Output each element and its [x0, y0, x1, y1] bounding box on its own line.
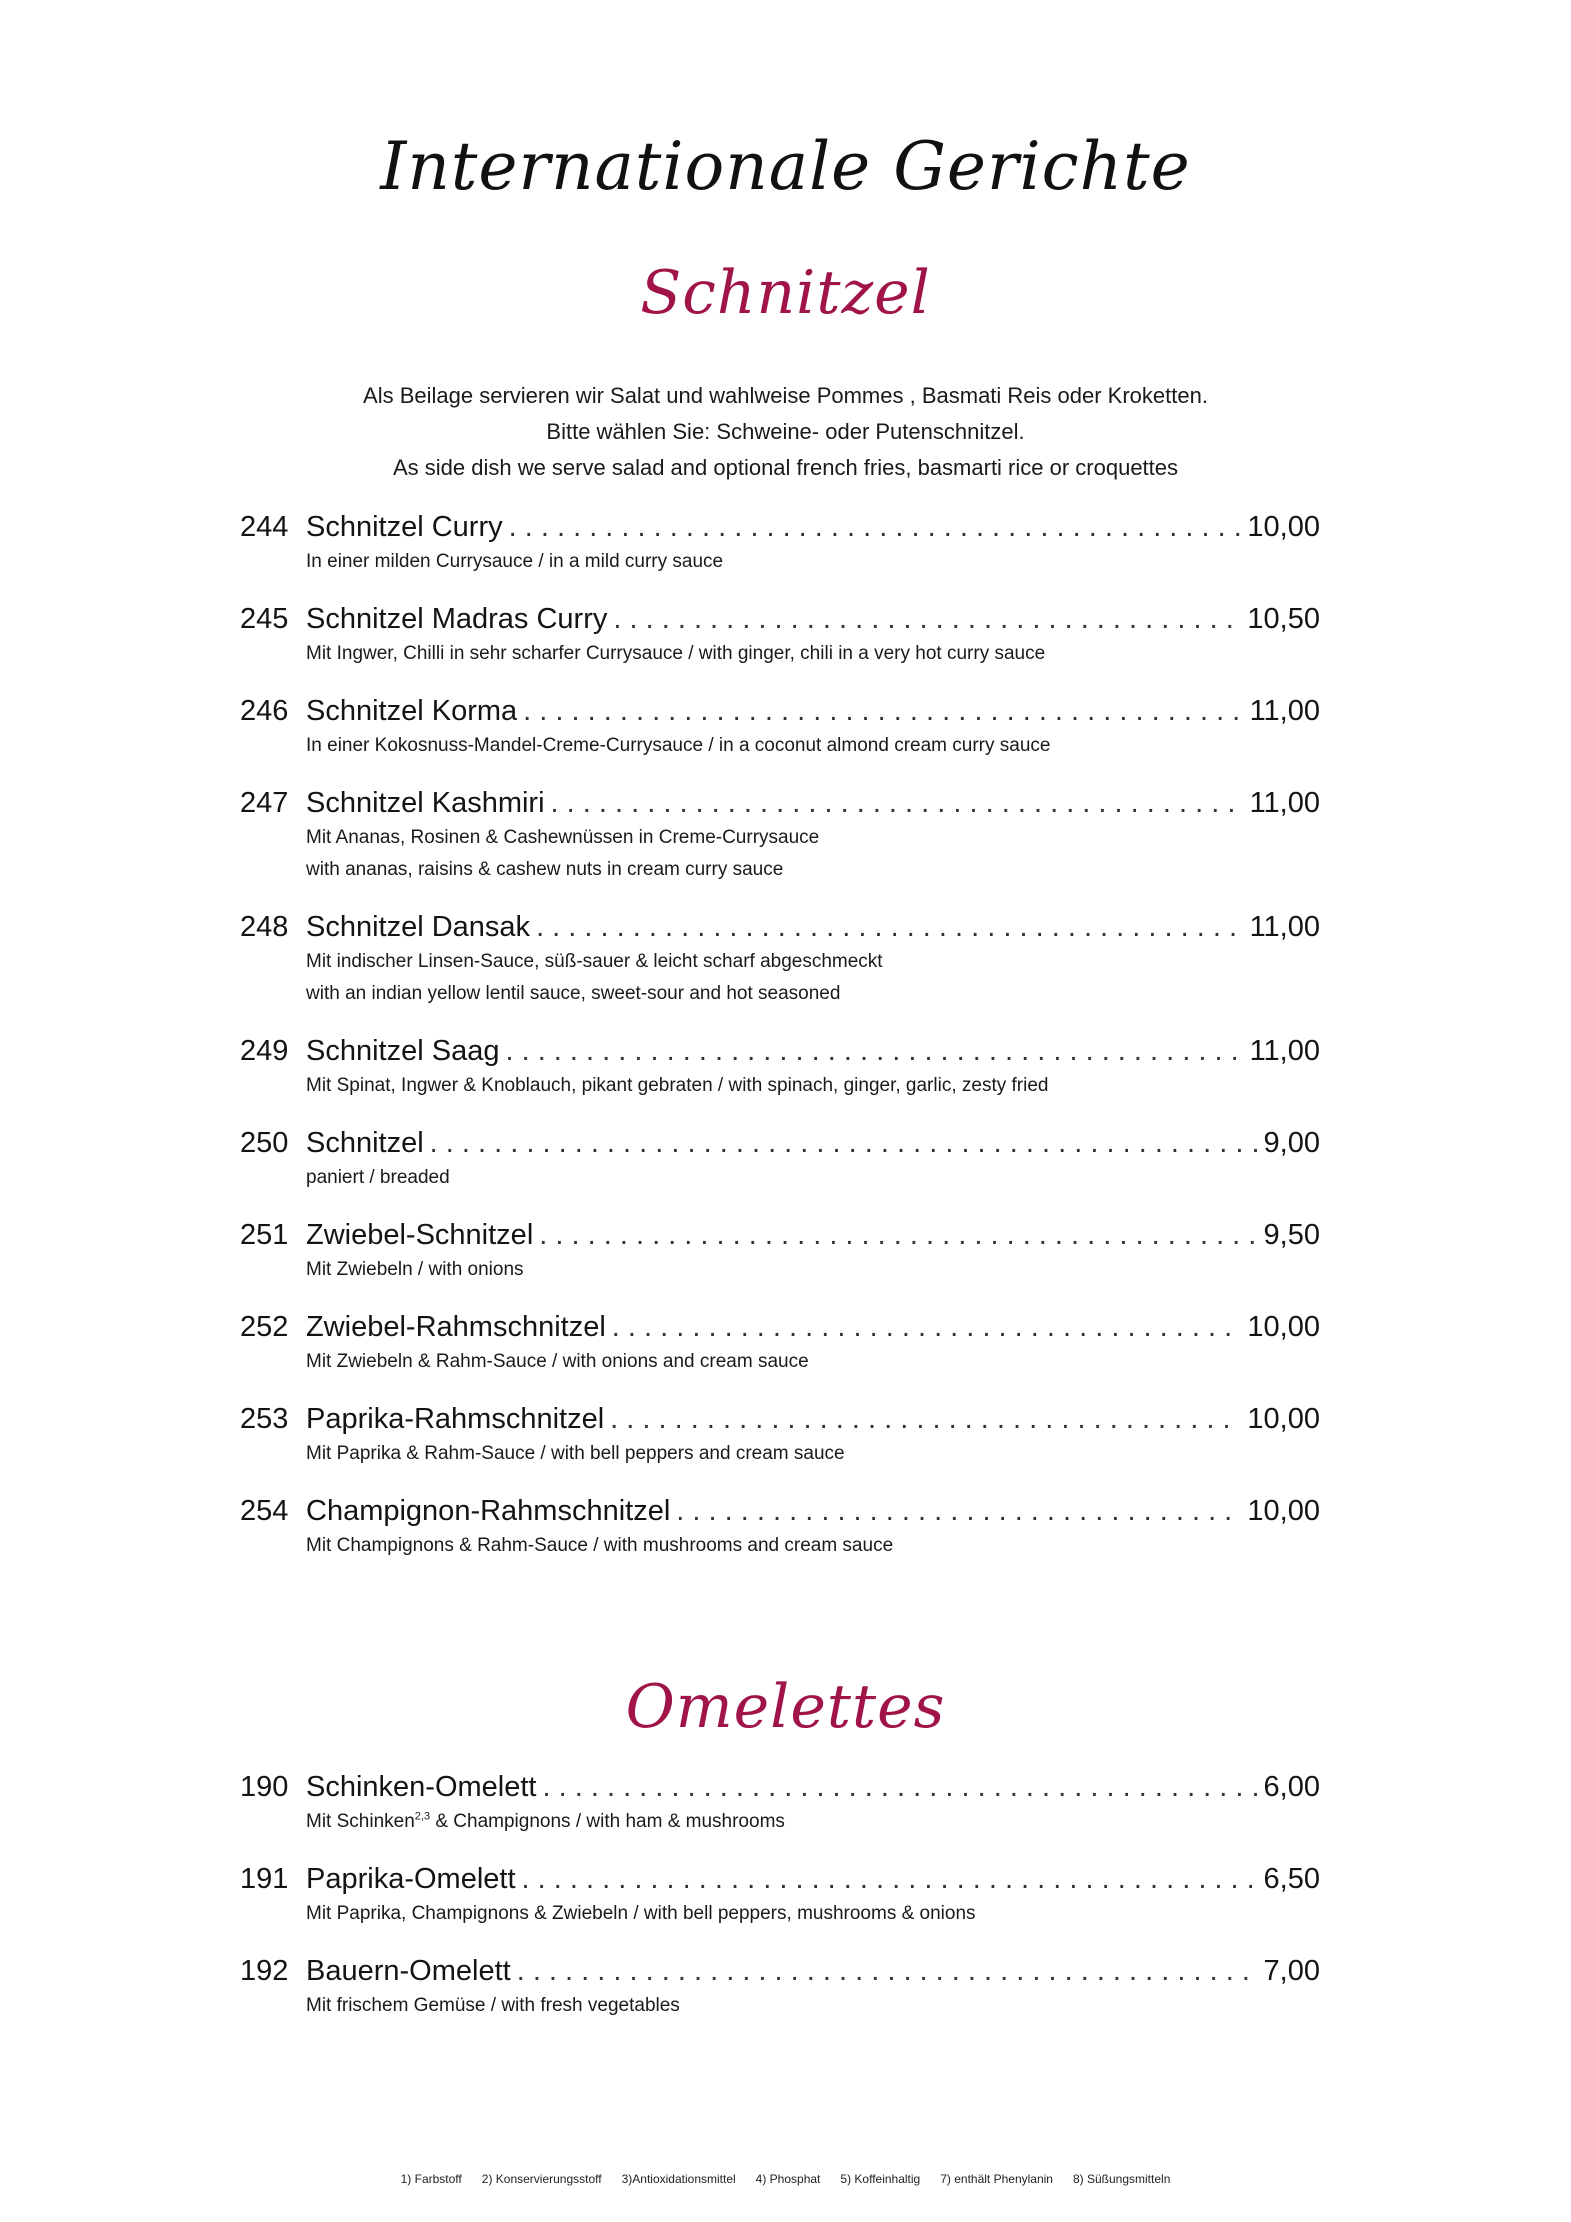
item-description: Mit Zwiebeln & Rahm-Sauce / with onions and cream sauce	[306, 1351, 809, 1372]
item-name: Zwiebel-Schnitzel	[306, 1219, 534, 1251]
dot-leader	[522, 1860, 1258, 1898]
dot-leader	[676, 1492, 1241, 1530]
item-description: with ananas, raisins & cashew nuts in cream curry sauce	[306, 859, 784, 880]
dot-leader	[539, 1216, 1257, 1254]
menu-item-line	[240, 1216, 1320, 1254]
dot-leader	[613, 600, 1241, 638]
dot-leader	[430, 1124, 1258, 1162]
item-number: 254	[240, 1495, 289, 1527]
dot-leader	[509, 508, 1242, 546]
menu-item-line	[240, 1768, 1320, 1806]
intro-line: As side dish we serve salad and optional french fries, basmarti rice or croquettes	[392, 455, 1179, 480]
menu-item-line	[240, 1492, 1320, 1530]
item-description: Mit Spinat, Ingwer & Knoblauch, pikant gebraten / with spinach, ginger, garlic, zesty fried	[306, 1075, 1049, 1096]
item-number: 252	[240, 1311, 289, 1343]
item-price: 11,00	[1249, 695, 1320, 727]
menu-item	[240, 1952, 1320, 2022]
item-number: 248	[240, 911, 289, 943]
item-description: In einer Kokosnuss-Mandel-Creme-Currysauce / in a coconut almond cream curry sauce	[306, 735, 1051, 756]
item-number: 244	[240, 511, 289, 543]
menu-item-line	[240, 1032, 1320, 1070]
item-name: Schnitzel Korma	[306, 695, 518, 727]
item-number: 190	[240, 1771, 289, 1803]
dot-leader	[543, 1768, 1258, 1806]
footnote-item: 8) Süßungsmitteln	[1072, 2172, 1171, 2186]
item-number: 192	[240, 1955, 289, 1987]
item-description: Mit indischer Linsen-Sauce, süß-sauer & leicht scharf abgeschmeckt	[306, 951, 883, 972]
menu-item	[240, 1400, 1320, 1470]
menu-item-line	[240, 508, 1320, 546]
menu-item-line	[240, 1952, 1320, 1990]
item-description: paniert / breaded	[306, 1167, 450, 1188]
menu-item	[240, 508, 1320, 578]
menu-item	[240, 1032, 1320, 1102]
item-price: 11,00	[1249, 1035, 1320, 1067]
item-description-text: & Champignons / with ham & mushrooms	[430, 1811, 785, 1832]
item-number: 191	[240, 1863, 289, 1895]
item-number: 250	[240, 1127, 289, 1159]
item-number: 251	[240, 1219, 289, 1251]
menu-item	[240, 1308, 1320, 1378]
item-description: Mit frischem Gemüse / with fresh vegetables	[306, 1995, 680, 2016]
item-name: Schnitzel Curry	[306, 511, 503, 543]
footnote-item: 1) Farbstoff	[400, 2172, 462, 2186]
footnote-item: 7) enthält Phenylanin	[940, 2172, 1053, 2186]
menu-item-line	[240, 692, 1320, 730]
menu-item-line	[240, 600, 1320, 638]
item-number: 245	[240, 603, 289, 635]
menu-item	[240, 1860, 1320, 1930]
dot-leader	[612, 1308, 1242, 1346]
dot-leader	[610, 1400, 1241, 1438]
menu-item	[240, 784, 1320, 886]
menu-item	[240, 1216, 1320, 1286]
item-price: 6,00	[1263, 1771, 1320, 1803]
item-name: Schnitzel	[306, 1127, 424, 1159]
item-description: Mit Ingwer, Chilli in sehr scharfer Currysauce / with ginger, chili in a very hot curry sauce	[306, 643, 1046, 664]
page-title: Internationale Gerichte	[380, 128, 1191, 205]
item-price: 6,50	[1263, 1863, 1320, 1895]
item-name: Schnitzel Madras Curry	[306, 603, 608, 635]
intro-line: Bitte wählen Sie: Schweine- oder Putenschnitzel.	[546, 419, 1025, 444]
section-heading-schnitzel: Schnitzel	[640, 258, 931, 328]
item-price: 9,50	[1263, 1219, 1320, 1251]
item-description: Mit Zwiebeln / with onions	[306, 1259, 524, 1280]
menu-item	[240, 1124, 1320, 1194]
item-description: In einer milden Currysauce / in a mild curry sauce	[306, 551, 724, 572]
item-description: with an indian yellow lentil sauce, sweet-sour and hot seasoned	[306, 983, 841, 1004]
item-description-text: Mit Schinken	[306, 1811, 415, 1832]
item-price: 10,50	[1247, 603, 1320, 635]
item-price: 10,00	[1247, 511, 1320, 543]
menu-item	[240, 1492, 1320, 1562]
footnote-item: 4) Phosphat	[755, 2172, 821, 2186]
omelettes-menu-list	[240, 1768, 1320, 2044]
intro-line: Als Beilage servieren wir Salat und wahlweise Pommes , Basmati Reis oder Kroketten.	[363, 383, 1208, 408]
menu-item-line	[240, 1860, 1320, 1898]
allergen-superscript: 2,3	[414, 1810, 431, 1823]
item-name: Champignon-Rahmschnitzel	[306, 1495, 671, 1527]
item-price: 11,00	[1249, 787, 1320, 819]
menu-item-line	[240, 908, 1320, 946]
item-description: Mit Paprika, Champignons & Zwiebeln / with bell peppers, mushrooms & onions	[306, 1903, 976, 1924]
schnitzel-intro	[0, 378, 1571, 486]
menu-item	[240, 1768, 1320, 1838]
item-name: Schnitzel Dansak	[306, 911, 531, 943]
dot-leader	[505, 1032, 1243, 1070]
dot-leader	[551, 784, 1244, 822]
item-name: Paprika-Omelett	[306, 1863, 516, 1895]
menu-item-line	[240, 784, 1320, 822]
item-price: 10,00	[1247, 1495, 1320, 1527]
menu-item	[240, 692, 1320, 762]
item-description: Mit Paprika & Rahm-Sauce / with bell peppers and cream sauce	[306, 1443, 845, 1464]
allergen-footnotes	[0, 2172, 1571, 2186]
item-name: Schnitzel Kashmiri	[306, 787, 545, 819]
schnitzel-menu-list	[240, 508, 1320, 1584]
footnote-item: 5) Koffeinhaltig	[840, 2172, 921, 2186]
item-name: Zwiebel-Rahmschnitzel	[306, 1311, 606, 1343]
menu-item-line	[240, 1400, 1320, 1438]
footnote-item: 3)Antioxidationsmittel	[621, 2172, 736, 2186]
item-price: 10,00	[1247, 1403, 1320, 1435]
item-price: 7,00	[1263, 1955, 1320, 1987]
item-name: Paprika-Rahmschnitzel	[306, 1403, 605, 1435]
item-number: 249	[240, 1035, 289, 1067]
dot-leader	[536, 908, 1244, 946]
dot-leader	[517, 1952, 1258, 1990]
menu-item	[240, 908, 1320, 1010]
item-number: 253	[240, 1403, 289, 1435]
footnote-item: 2) Konservierungsstoff	[481, 2172, 602, 2186]
dot-leader	[523, 692, 1243, 730]
item-name: Schinken-Omelett	[306, 1771, 537, 1803]
section-heading-omelettes: Omelettes	[625, 1672, 946, 1742]
menu-item-line	[240, 1124, 1320, 1162]
item-price: 10,00	[1247, 1311, 1320, 1343]
menu-item-line	[240, 1308, 1320, 1346]
item-number: 246	[240, 695, 289, 727]
item-number: 247	[240, 787, 289, 819]
item-description	[240, 1806, 1320, 1838]
menu-item	[240, 600, 1320, 670]
item-name: Bauern-Omelett	[306, 1955, 511, 1987]
item-price: 11,00	[1249, 911, 1320, 943]
item-description: Mit Champignons & Rahm-Sauce / with mushrooms and cream sauce	[306, 1535, 894, 1556]
item-name: Schnitzel Saag	[306, 1035, 500, 1067]
item-description: Mit Ananas, Rosinen & Cashewnüssen in Creme-Currysauce	[306, 827, 820, 848]
item-price: 9,00	[1263, 1127, 1320, 1159]
